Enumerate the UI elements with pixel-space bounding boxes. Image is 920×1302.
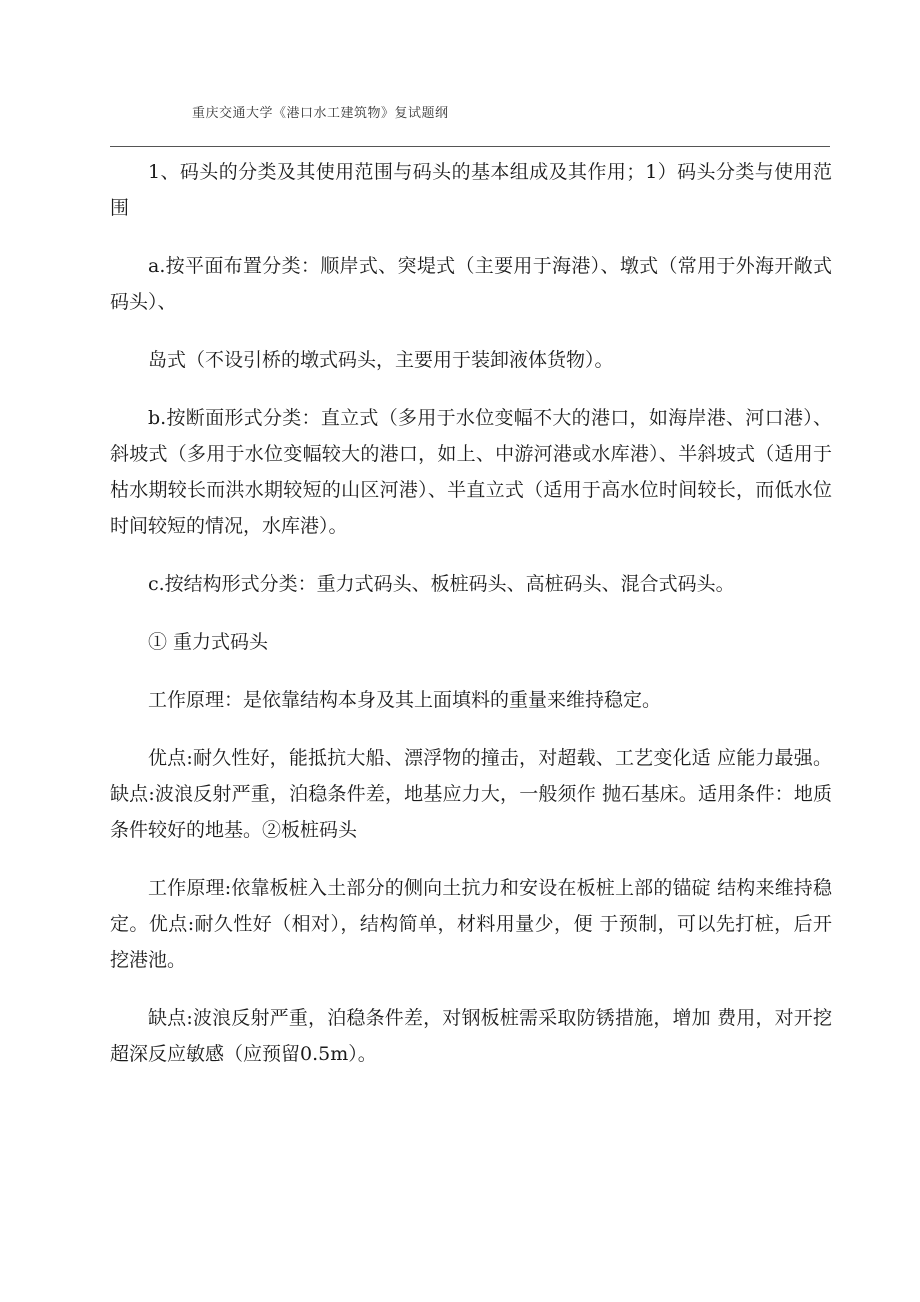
- document-body: [110, 154, 832, 1094]
- paragraph-sheetpile-cons: 缺点:波浪反射严重，泊稳条件差，对钢板桩需采取防锈措施，增加 费用，对开挖超深反应敏感（应预留0.5m）。: [110, 1007, 832, 1065]
- paragraph-sheetpile-principle: 工作原理:依靠板桩入土部分的侧向土抗力和安设在板桩上部的锚碇 结构来维持稳定。优点:耐久性好（相对），结构简单，材料用量少，便 于预制，可以先打桩，后开挖港池。: [110, 877, 832, 971]
- paragraph-section-heading: 1、码头的分类及其使用范围与码头的基本组成及其作用；1）码头分类与使用范围: [110, 161, 832, 219]
- header-divider: [110, 146, 830, 147]
- paragraph-island-type: 岛式（不设引桥的墩式码头，主要用于装卸液体货物）。: [148, 349, 614, 371]
- paragraph-gravity-principle: 工作原理：是依靠结构本身及其上面填料的重量来维持稳定。: [148, 689, 662, 711]
- paragraph-structure-classification: c.按结构形式分类：重力式码头、板桩码头、高桩码头、混合式码头。: [148, 573, 735, 595]
- paragraph-plan-classification: a.按平面布置分类：顺岸式、突堤式（主要用于海港）、墩式（常用于外海开敞式码头）、: [110, 255, 832, 313]
- paragraph-section-classification: b.按断面形式分类：直立式（多用于水位变幅不大的港口，如海岸港、河口港）、斜坡式（多用于水位变幅较大的港口，如上、中游河港或水库港）、半斜坡式（适用于枯水期较长而洪水期较短的山区河港）、半直立式（适用于高水位时间较长，而低水位时间较短的情况，水库港）。: [110, 407, 832, 537]
- running-header: 重庆交通大学《港口水工建筑物》复试题纲: [192, 106, 449, 121]
- paragraph-gravity-heading: ① 重力式码头: [148, 631, 269, 653]
- paragraph-gravity-pros-cons: 优点:耐久性好，能抵抗大船、漂浮物的撞击，对超载、工艺变化适 应能力最强。缺点:波浪反射严重，泊稳条件差，地基应力大，一般须作 抛石基床。适用条件：地质条件较好的地基。②板桩码头: [110, 747, 832, 841]
